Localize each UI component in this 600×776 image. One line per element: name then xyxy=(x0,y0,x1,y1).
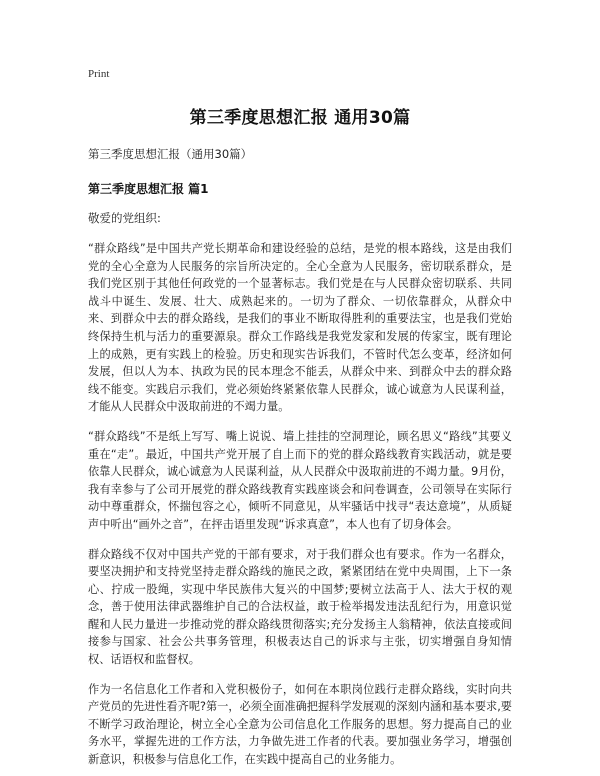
document-title: 第三季度思想汇报 通用30篇 xyxy=(189,108,411,128)
body-paragraph: 作为一名信息化工作者和入党积极份子，如何在本职岗位践行走群众路线，实时向共产党员的先进性看齐呢?第一，必须全面准确把握科学发展观的深刻内涵和基本要求,要不断学习政治理论，树立全心全意为公司信息化工作服务的思想。努力提高自己的业务水平，掌握先进的工作方法，力争做先进工作者的代表。要加强业务学习，增强创新意识，积极参与信息化工作，在实践中提高自己的业务能力。 xyxy=(88,682,512,767)
body-paragraph: 群众路线不仅对中国共产党的干部有要求，对于我们群众也有要求。作为一名群众，要坚决拥护和支持党坚持走群众路线的施民之政，紧紧团结在党中央周围，上下一条心、拧成一股绳，实现中华民族伟大复兴的中国梦;要树立法高于人、法大于权的观念，善于使用法律武器维护自己的合法权益，敢于检举揭发违法乱纪行为，用意识觉醒和人民力量进一步推动党的群众路线贯彻落实;充分发扬主人翁精神，依法直接或间接参与国家、社会公共事务管理，积极表达自己的诉求与主张，切实增强自身知情权、话语权和监督权。 xyxy=(88,547,512,667)
body-paragraph: “群众路线”不是纸上写写、嘴上说说、墙上挂挂的空洞理论，顾名思义“路线”其要义重在“走”。最近，中国共产党开展了自上而下的党的群众路线教育实践活动，就是要依靠人民群众，诚心诚意为人民谋利益，从人民群众中汲取前进的不竭力量。9月份，我有幸参与了公司开展党的群众路线教育实践座谈会和问卷调查，公司领导在实际行动中尊重群众，怀揣包容之心，倾听不同意见，从牢骚话中找寻“表达意境”，从质疑声中听出“画外之音”，在抨击语里发现“诉求真意”，本人也有了切身体会。 xyxy=(88,429,512,531)
section-heading: 第三季度思想汇报 篇1 xyxy=(88,182,209,196)
body-paragraph: “群众路线”是中国共产党长期革命和建设经验的总结，是党的根本路线，这是由我们党的全心全意为人民服务的宗旨所决定的。全心全意为人民服务，密切联系群众，是我们党区别于其他任何政党的一个显著标志。我们党是在与人民群众密切联系、共同战斗中诞生、发展、壮大、成熟起来的。一切为了群众、一切依靠群众，从群众中来、到群众中去的群众路线，是我们的事业不断取得胜利的重要法宝，也是我们党始终保持生机与活力的重要源泉。群众工作路线是我党发家和发展的传家宝，既有理论上的成熟，更有实践上的检验。历史和现实告诉我们，不管时代怎么变革，经济如何发展，但以人为本、执政为民的民本理念不能丢，从群众中来、到群众中去的群众路线不能变。实践启示我们，党必须始终紧紧依靠人民群众，诚心诚意为人民谋利益，才能从人民群众中汲取前进的不竭力量。 xyxy=(88,242,512,414)
document-subtitle: 第三季度思想汇报（通用30篇） xyxy=(88,147,253,161)
salutation: 敬爱的党组织: xyxy=(88,211,161,225)
print-label[interactable]: Print xyxy=(88,68,110,80)
